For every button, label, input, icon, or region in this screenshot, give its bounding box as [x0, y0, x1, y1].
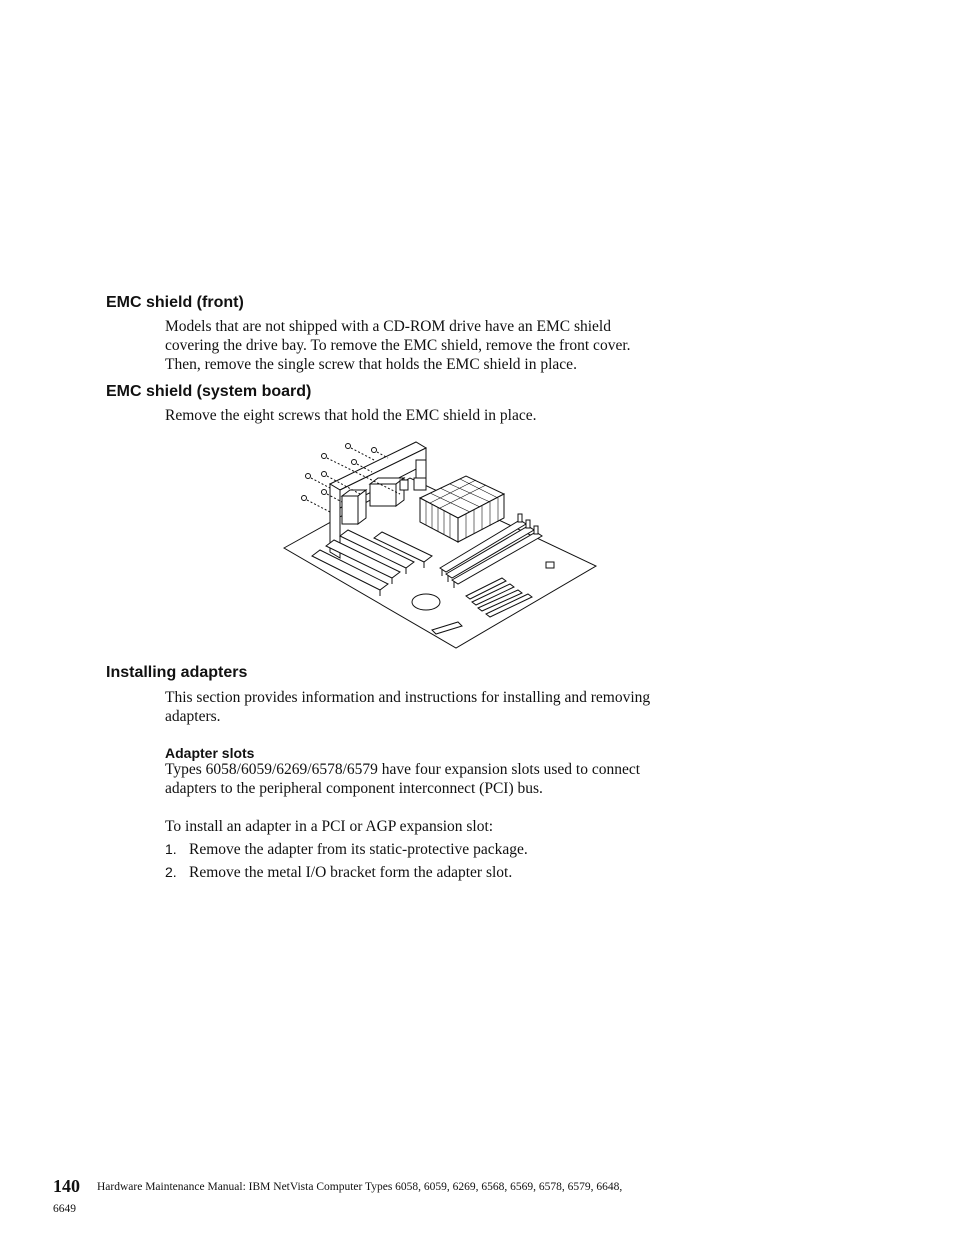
heading-installing-adapters: Installing adapters [106, 664, 248, 681]
footer-title-line-1: Hardware Maintenance Manual: IBM NetVista Computer Types 6058, 6059, 6269, 6568, 6569, 6578, 6579, 6648, [97, 1181, 623, 1193]
step-number: 2. [165, 864, 177, 880]
emc-front-line-3: Then, remove the single screw that holds the EMC shield in place. [165, 356, 577, 373]
heading-adapter-slots: Adapter slots [165, 745, 255, 761]
installing-line-2: adapters. [165, 708, 221, 725]
step-number: 1. [165, 841, 177, 857]
footer-title-line-2: 6649 [53, 1203, 76, 1215]
install-intro: To install an adapter in a PCI or AGP expansion slot: [165, 818, 494, 835]
emc-front-line-2: covering the drive bay. To remove the EMC shield, remove the front cover. [165, 337, 631, 354]
step-1 [165, 840, 528, 859]
emc-front-line-1: Models that are not shipped with a CD-ROM drive have an EMC shield [165, 318, 611, 335]
step-text: Remove the metal I/O bracket form the adapter slot. [189, 864, 513, 881]
step-text: Remove the adapter from its static-protective package. [189, 841, 528, 858]
heading-emc-shield-system-board: EMC shield (system board) [106, 383, 312, 400]
installing-line-1: This section provides information and instructions for installing and removing [165, 689, 651, 706]
adapter-slots-line-2: adapters to the peripheral component interconnect (PCI) bus. [165, 780, 543, 797]
system-board-emc-shield-illustration [280, 438, 600, 650]
emc-board-text: Remove the eight screws that hold the EMC shield in place. [165, 407, 537, 424]
page-number: 140 [53, 1176, 80, 1196]
adapter-slots-line-1: Types 6058/6059/6269/6578/6579 have four expansion slots used to connect [165, 761, 641, 778]
step-2 [165, 863, 512, 882]
heading-emc-shield-front: EMC shield (front) [106, 294, 244, 311]
